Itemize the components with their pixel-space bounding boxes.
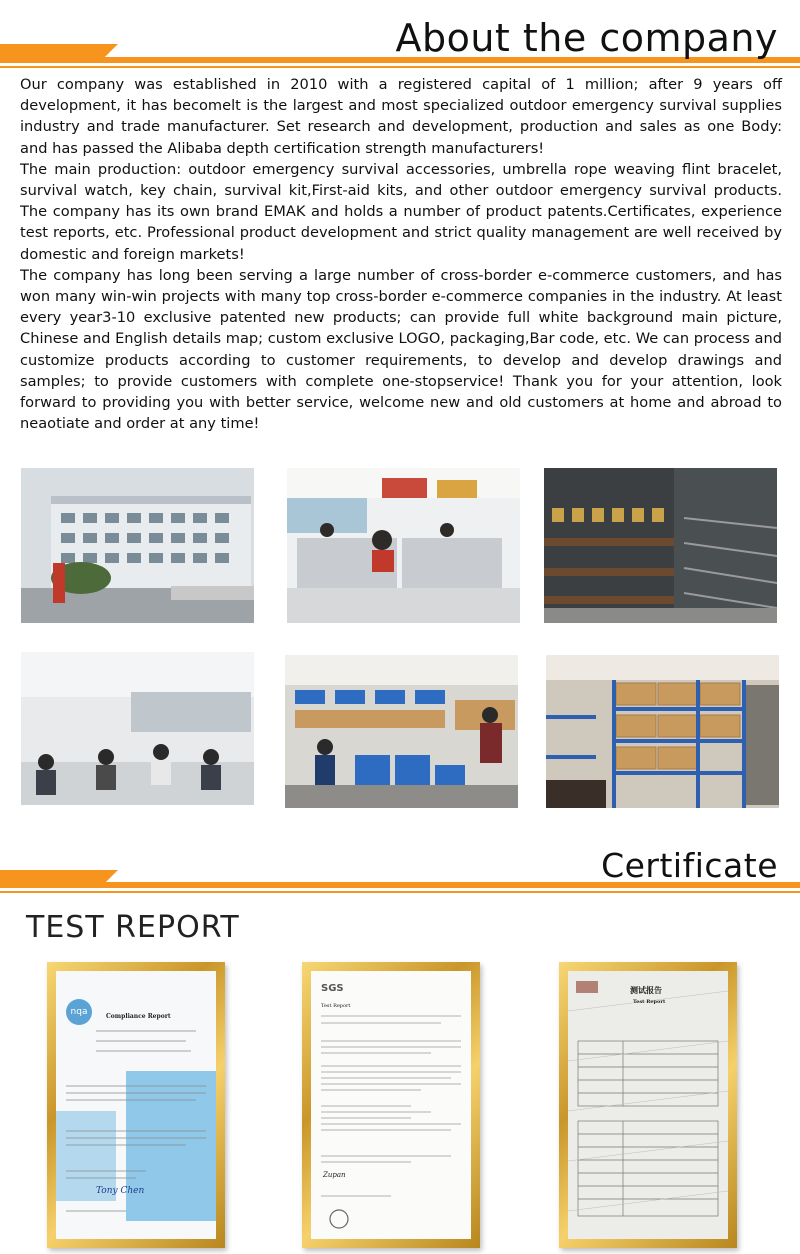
photo-factory-building xyxy=(21,468,254,623)
intro-paragraph-1: Our company was established in 2010 with a registered capital of 1 million; after 9 years off development, it has becomelt is the largest and most specialized outdoor emergency survival supplies industry and trade manufacturer. Set research and development, production and sales as one Body: and has passed the Alibaba depth certification strength manufacturers! xyxy=(20,76,782,157)
certificate-header xyxy=(0,840,800,900)
certificate-title: Certificate xyxy=(601,846,778,885)
certificate-subheading: Test Report xyxy=(633,999,666,1005)
certificate-paper xyxy=(311,971,471,1239)
company-description xyxy=(20,74,782,434)
cn-report-table xyxy=(568,971,728,1239)
photo-office xyxy=(287,468,520,623)
sgs-logo: SGS xyxy=(321,983,344,994)
photo-showroom xyxy=(544,468,777,623)
certificate-heading: Test Report xyxy=(321,1003,351,1009)
intro-paragraph-2: The main production: outdoor emergency survival accessories, umbrella rope weaving flint bracelet, survival watch, key chain, survival kit,First-aid kits, and other outdoor emergency survival products. The company has its own brand EMAK and holds a number of product patents.Certificates, experience test reports, etc. Professional product development and strict quality management are well received by domestic and foreign markets! xyxy=(20,160,782,263)
certificate-frame-cn xyxy=(559,962,737,1248)
photo-workshop xyxy=(21,652,254,805)
certificate-heading: Compliance Report xyxy=(106,1013,171,1020)
about-header xyxy=(0,0,800,72)
certificate-frame-nqa xyxy=(47,962,225,1248)
photo-production-floor xyxy=(285,655,518,808)
test-report-heading: TEST REPORT xyxy=(26,910,240,945)
certificate-heading: 测试报告 xyxy=(630,985,662,995)
intro-paragraph-3: The company has long been serving a large number of cross-border e-commerce customers, and has won many win-win projects with many top cross-border e-commerce companies in the industry. At least every year3-10 exclusive patented new products; can provide full white background main picture, Chinese and English details map; custom exclusive LOGO, packaging,Bar code, etc. We can process and customize products according to customer requirements, to develop and develop drawings and samples; to provide customers with complete one-stopservice! Thank you for your attention, look forward to providing you with better service, welcome new and old customers at home and abroad to neaotiate and order at any time! xyxy=(20,266,782,433)
header-accent-wedge xyxy=(0,44,118,58)
header-accent-line xyxy=(0,66,800,68)
certificate-paper xyxy=(568,971,728,1239)
about-title: About the company xyxy=(395,16,778,60)
certificate-frame-sgs xyxy=(302,962,480,1248)
photo-warehouse xyxy=(546,655,779,808)
signature: Tony Chen xyxy=(96,1186,145,1196)
nqa-logo: nqa xyxy=(66,999,92,1025)
sgs-document-lines xyxy=(311,971,471,1239)
signature: Zupan xyxy=(323,1171,346,1179)
header-accent-line xyxy=(0,891,800,893)
certificate-paper xyxy=(56,971,216,1239)
